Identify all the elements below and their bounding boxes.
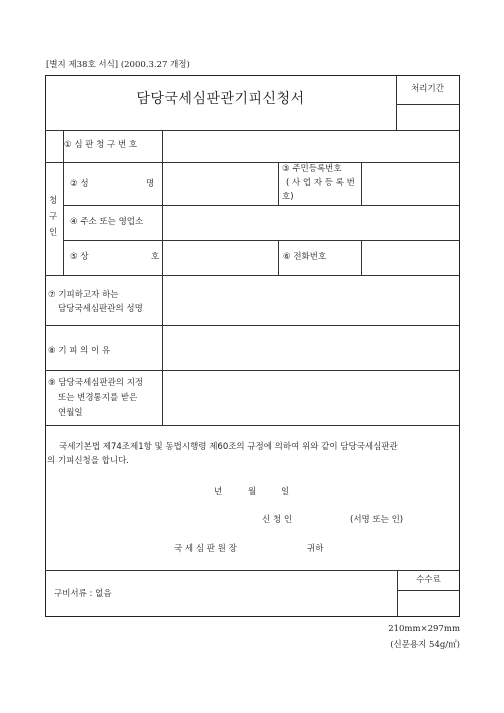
form-title: 담당국세심판관기피신청서	[136, 91, 305, 107]
form-number-label: [별지 제38호 서식] (2000.3.27 개정)	[46, 60, 190, 70]
notice-date-label-3: 연월일	[58, 408, 83, 418]
resident-id-label: ③ 주민등록번호	[282, 164, 342, 174]
signature-label: (서명 또는 인)	[350, 515, 404, 525]
phone-label: ⑥ 전화번호	[283, 252, 327, 262]
divider	[45, 425, 459, 426]
statement-line-2: 의 기피신청을 합니다.	[47, 456, 130, 466]
fee-field[interactable]	[398, 591, 459, 616]
case-number-field[interactable]	[163, 131, 459, 162]
honorific-label: 귀하	[307, 544, 324, 554]
claimant-char-3: 인	[49, 228, 58, 238]
judge-name-label: ⑦ 기피하고자 하는	[48, 290, 119, 300]
name-label-suffix: 명	[146, 179, 155, 189]
reason-label: ⑧ 기 피 의 이 유	[48, 346, 111, 356]
address-label: ④ 주소 또는 영업소	[70, 217, 144, 227]
notice-date-label: ⑨ 담당국세심판관의 지정	[48, 378, 144, 388]
business-reg-label-end: 호)	[282, 192, 294, 202]
judge-name-label-2: 담당국세심판관의 성명	[58, 304, 143, 314]
attachments-label: 구비서류 : 없음	[54, 589, 112, 599]
name-label: ② 성	[70, 179, 89, 189]
phone-field[interactable]	[362, 241, 459, 275]
claimant-char-1: 청	[49, 196, 58, 206]
address-field[interactable]	[163, 206, 459, 240]
trade-name-label-suffix: 호	[151, 252, 160, 262]
applicant-label: 신 청 인	[262, 515, 293, 525]
fee-label: 수수료	[416, 575, 441, 585]
notice-date-label-2: 또는 변경통지를 받은	[58, 393, 138, 403]
date-day: 일	[281, 487, 290, 497]
date-year: 년	[214, 487, 223, 497]
paper-type-label: (신문용지 54g/㎡)	[390, 640, 460, 650]
statement-line-1: 국세기본법 제74조제1항 및 동법시행령 제60조의 규정에 의하여 위와 같이 담당국세심판관	[59, 442, 398, 452]
resident-id-field[interactable]	[362, 163, 459, 205]
date-month: 월	[248, 487, 257, 497]
name-field[interactable]	[163, 163, 278, 205]
claimant-char-2: 구	[49, 212, 58, 222]
reason-field[interactable]	[163, 326, 459, 370]
divider	[396, 104, 459, 105]
paper-size-label: 210mm×297mm	[388, 624, 460, 634]
trade-name-label: ⑤ 상	[70, 252, 89, 262]
processing-period-label: 처리기간	[411, 84, 444, 94]
business-reg-label: ( 사 업 자 등 록 번	[286, 178, 355, 188]
notice-date-field[interactable]	[163, 371, 459, 425]
divider	[63, 130, 64, 275]
recipient-label: 국 세 심 판 원 장	[174, 544, 237, 554]
trade-name-field[interactable]	[163, 241, 278, 275]
divider	[278, 240, 279, 275]
judge-name-field[interactable]	[163, 276, 459, 325]
divider	[278, 162, 279, 205]
case-number-label: ① 심 판 청 구 번 호	[64, 140, 138, 150]
